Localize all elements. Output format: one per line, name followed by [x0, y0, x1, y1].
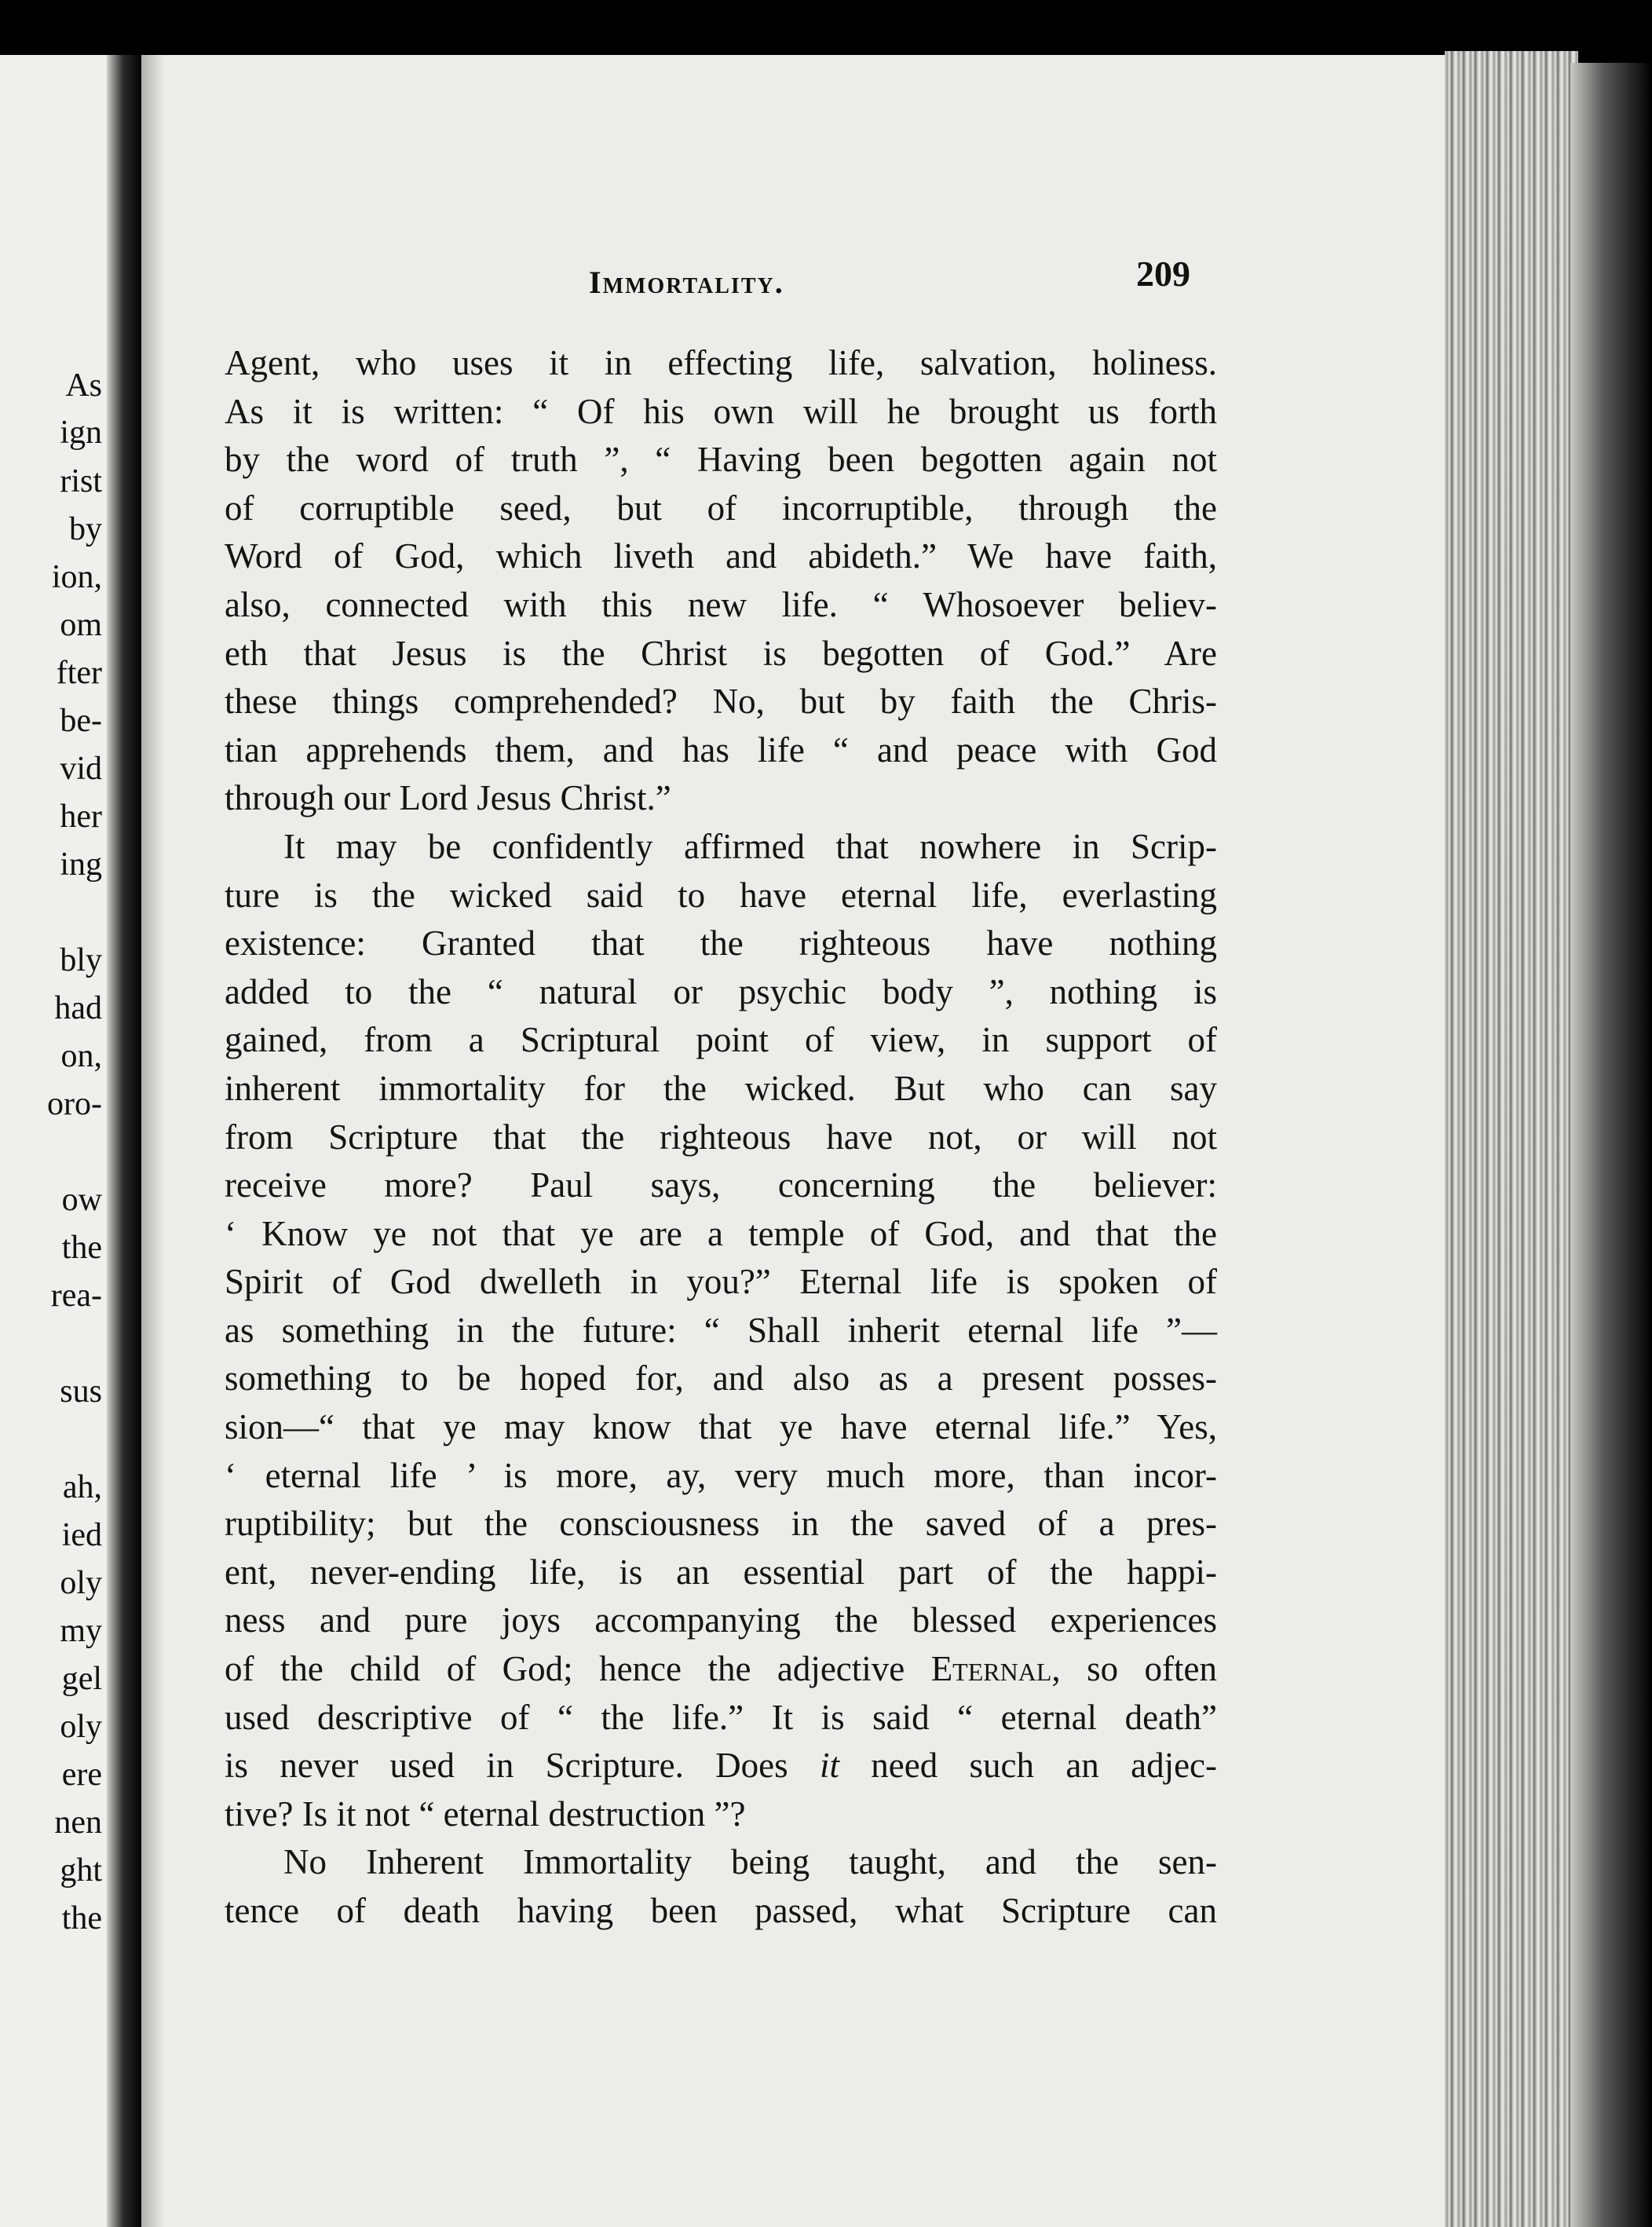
running-title: Immortality.	[589, 265, 784, 300]
text-line: ture is the wicked said to have eternal life, everlasting	[225, 875, 1217, 915]
left-page-fragment: ow	[61, 1182, 102, 1218]
left-page-fragment: gel	[61, 1661, 102, 1697]
left-page-fragment: her	[60, 799, 102, 835]
text-line: also, connected with this new life. “ Whosoever believ-	[225, 584, 1217, 624]
left-page-fragment: As	[65, 368, 102, 404]
text-line: ‘ eternal life ’ is more, ay, very much more, than incor-	[225, 1455, 1217, 1495]
left-page-fragment: ied	[61, 1517, 102, 1553]
text-line: by the word of truth ”, “ Having been begotten again not	[225, 440, 1217, 480]
left-page-fragment: be-	[60, 703, 102, 739]
text-line: sion—“ that ye may know that ye have eternal life.” Yes,	[225, 1407, 1217, 1447]
text-line: existence: Granted that the righteous have nothing	[225, 923, 1217, 964]
text-line-eternal: of the child of God; hence the adjective Eternal, so often	[225, 1649, 1217, 1689]
text-line: ness and pure joys accompanying the blessed experiences	[225, 1600, 1217, 1640]
small-caps-word: Eternal	[930, 1649, 1052, 1689]
left-page-fragment: om	[60, 607, 102, 643]
book-gutter	[107, 55, 143, 2227]
text-line: something to be hoped for, and also as a present posses-	[225, 1359, 1217, 1399]
left-page-fragment: ah,	[62, 1469, 102, 1505]
text-line: inherent immortality for the wicked. But who can say	[225, 1068, 1217, 1108]
left-page-fragment: the	[61, 1230, 102, 1266]
left-page-fragment: ign	[60, 415, 102, 451]
left-page-fragment: ere	[61, 1757, 102, 1793]
text-line: ruptibility; but the consciousness in the saved of a pres-	[225, 1504, 1217, 1544]
text-line: tive? Is it not “ eternal destruction ”?	[225, 1794, 746, 1834]
text-line: It may be confidently affirmed that nowhere in Scrip-	[283, 826, 1217, 866]
text-line: Spirit of God dwelleth in you?” Eternal life is spoken of	[225, 1262, 1217, 1302]
left-page-fragment: the	[61, 1900, 102, 1936]
text-line: Agent, who uses it in effecting life, salvation, holiness.	[225, 343, 1217, 382]
book-cover-edge	[1570, 63, 1652, 2227]
text-line: Word of God, which liveth and abideth.” We have faith,	[225, 536, 1217, 576]
text-line: tence of death having been passed, what Scripture can	[225, 1891, 1217, 1930]
italic-word: it	[819, 1746, 839, 1786]
left-page-fragment: ion,	[51, 559, 102, 595]
text-line: as something in the future: “ Shall inherit eternal life ”—	[225, 1310, 1217, 1350]
left-page-fragment: ght	[60, 1852, 102, 1889]
left-page-fragment: on,	[60, 1038, 102, 1074]
text-line: receive more? Paul says, concerning the believer:	[225, 1165, 1217, 1205]
page-number: 209	[1136, 254, 1190, 294]
text-line: As it is written: “ Of his own will he brought us forth	[225, 391, 1217, 431]
text-line: through our Lord Jesus Christ.”	[225, 778, 671, 818]
left-page-fragment: rea-	[50, 1278, 102, 1314]
left-page-fragment: oly	[60, 1565, 102, 1601]
left-facing-page	[0, 55, 111, 2227]
left-page-fragment: bly	[60, 942, 102, 978]
left-page-fragment: rist	[60, 463, 102, 499]
text-line: tian apprehends them, and has life “ and peace with God	[225, 730, 1217, 770]
left-page-fragment: had	[54, 990, 102, 1026]
text-line: ent, never-ending life, is an essential part of the happi-	[225, 1552, 1217, 1592]
left-page-fragment: my	[60, 1613, 102, 1649]
left-page-fragment: ing	[60, 847, 102, 883]
page-stack-edge	[1445, 51, 1578, 2227]
text-line: No Inherent Immortality being taught, and the sen-	[283, 1842, 1217, 1882]
left-page-fragment: fter	[56, 655, 102, 691]
page-gutter-shadow	[141, 55, 165, 2227]
text-line-emphasis: is never used in Scripture. Does it need such an adjec-	[225, 1746, 1217, 1786]
text-line: added to the “ natural or psychic body ”, nothing is	[225, 971, 1217, 1011]
left-page-fragment: sus	[60, 1373, 102, 1410]
text-line: these things comprehended? No, but by faith the Chris-	[225, 682, 1217, 722]
text-line: eth that Jesus is the Christ is begotten of God.” Are	[225, 633, 1217, 673]
left-page-fragment: nen	[54, 1805, 102, 1841]
text-line: of corruptible seed, but of incorruptible, through the	[225, 488, 1217, 528]
left-page-fragment: oro-	[47, 1086, 102, 1122]
text-line: from Scripture that the righteous have not, or will not	[225, 1117, 1217, 1157]
text-line: used descriptive of “ the life.” It is said “ eternal death”	[225, 1697, 1217, 1737]
text-line: gained, from a Scriptural point of view, in support of	[225, 1020, 1217, 1060]
text-line: ‘ Know ye not that ye are a temple of God, and that the	[225, 1213, 1217, 1253]
left-page-fragment: vid	[60, 751, 102, 787]
left-page-fragment: by	[69, 511, 102, 547]
page-body-text	[225, 339, 1217, 1936]
left-page-fragment: oly	[60, 1709, 102, 1745]
